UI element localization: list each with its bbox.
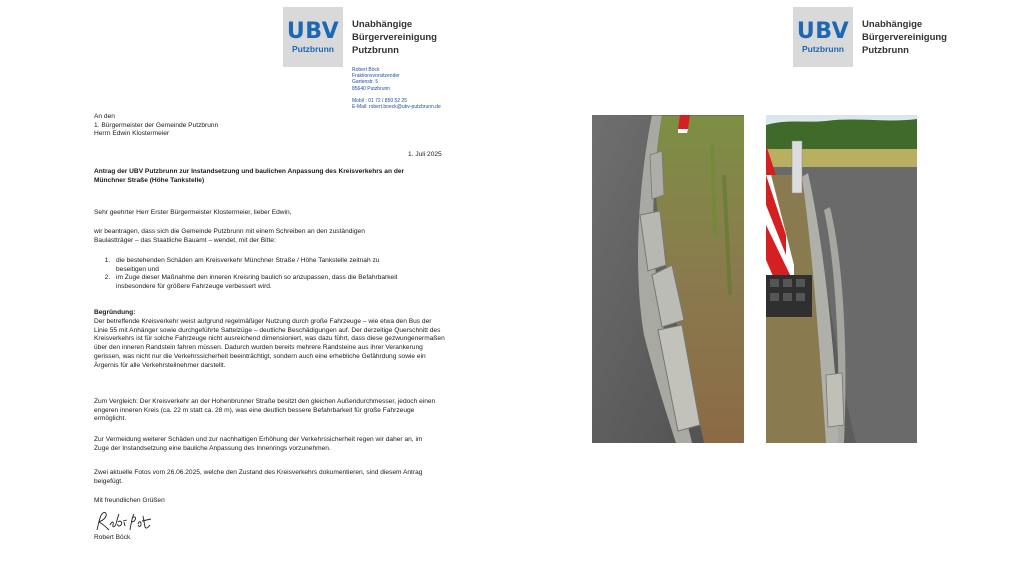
salutation: Sehr geehrter Herr Erster Bürgermeister Klostermeier, lieber Edwin, bbox=[94, 209, 292, 216]
recipient-line: Herrn Edwin Klostermeier bbox=[94, 130, 170, 138]
org-name-line: Unabhängige bbox=[862, 19, 923, 30]
contact-line: 85640 Putzbrunn bbox=[352, 85, 391, 92]
request-item: 1. die bestehenden Schäden am Kreisverkehr Münchner Straße / Höhe Tankstelle zeitnah zu beseitigen und bbox=[112, 257, 391, 274]
reason-paragraph: Der betreffende Kreisverkehr weist aufgrund regelmäßiger Nutzung durch große Fahrzeuge – wie etwa den Bus der Linie 55 mit Anhänger sowie durchgeführte Sattelzüge – deutliche Beschädigungen auf. Der derzeitige Querschnitt des Kreisverkehrs ist für solche Fahrzeuge nicht ausreichend dimensioniert, was dazu führt, dass diese gezwungenermaßen über den inneren Randstein fahren müssen. Dadurch wurden bereits mehrere Randsteine aus ihrer Verankerung gerissen, was nicht nur die Verkehrssicherheit beeinträchtigt, sondern auch eine erhebliche Gefährdung sowie ein Ärgernis für alle Verkehrsteilnehmer darstellt. bbox=[94, 318, 445, 369]
ubv-logo bbox=[283, 7, 343, 67]
contact-email: E-Mail: robert.boeck@ubv-putzbrunn.de bbox=[352, 104, 441, 111]
intro-paragraph: wir beantragen, dass sich die Gemeinde Putzbrunn mit einem Schreiben an den zuständigen Baulastträger – das Staatliche Bauamt – wendet, mit der Bitte: bbox=[94, 228, 365, 244]
reason-heading: Begründung: bbox=[94, 309, 136, 316]
logo-city: Putzbrunn bbox=[801, 43, 845, 54]
org-name-line: Unabhängige bbox=[352, 19, 413, 30]
recipient-line: 1. Bürgermeister der Gemeinde Putzbrunn bbox=[94, 121, 219, 129]
org-name-line: Bürgervereinigung bbox=[862, 32, 947, 43]
contact-block bbox=[352, 67, 441, 110]
request-list bbox=[94, 257, 462, 292]
logo-brand: UBV bbox=[286, 18, 340, 44]
letter-date: 1. Juli 2025 bbox=[408, 151, 442, 158]
request-item: 2. im Zuge dieser Maßnahme den inneren Kreisring baulich so anzupassen, dass die Befahrbarkeit insbesondere für größere Fahrzeuge verbessert wird. bbox=[112, 274, 436, 291]
safety-paragraph: Zur Vermeidung weiterer Schäden und zur nachhaltigen Erhöhung der Verkehrssicherheit regen wir daher an, im Zuge der Instandsetzung eine bauliche Anpassung des Innenrings vorzunehmen. bbox=[94, 436, 423, 452]
org-name-line: Putzbrunn bbox=[862, 45, 909, 56]
contact-line: Fraktionsvorsitzender bbox=[352, 73, 400, 80]
letter-subject: Antrag der UBV Putzbrunn zur Instandsetzung und baulichen Anpassung des Kreisverkehrs an der Münchner Straße (Höhe Tankstelle) bbox=[94, 168, 405, 184]
ubv-logo bbox=[793, 7, 853, 67]
contact-line: Gartenstr. 5 bbox=[352, 79, 379, 86]
photo-curb-damage-1 bbox=[592, 115, 744, 443]
logo-brand: UBV bbox=[796, 18, 850, 44]
signer-name: Robert Böck bbox=[94, 534, 131, 541]
contact-mobile: Mobil : 01 72 / 850 52 25 bbox=[352, 97, 408, 104]
recipient-line: An den bbox=[94, 113, 115, 120]
photo-curb-damage-2 bbox=[766, 115, 917, 443]
logo-city: Putzbrunn bbox=[291, 43, 335, 54]
closing: Mit freundlichen Grüßen bbox=[94, 497, 165, 504]
handwritten-signature bbox=[94, 510, 156, 534]
org-name-line: Bürgervereinigung bbox=[352, 32, 437, 43]
org-name bbox=[862, 18, 947, 57]
contact-line: Robert Böck bbox=[352, 67, 380, 73]
comparison-paragraph: Zum Vergleich: Der Kreisverkehr an der Hohenbrunner Straße besitzt den gleichen Außendurchmesser, jedoch einen engeren inneren Kreis (ca. 22 m statt ca. 28 m), was eine deutlich bessere Befahrbarkeit für große Fahrzeuge ermöglicht. bbox=[94, 398, 436, 423]
org-name-line: Putzbrunn bbox=[352, 45, 399, 56]
org-name bbox=[352, 18, 437, 57]
photos-note: Zwei aktuelle Fotos vom 26.06.2025, welche den Zustand des Kreisverkehrs dokumentieren, sind diesem Antrag beigefügt. bbox=[94, 469, 423, 485]
recipient-block bbox=[94, 113, 218, 139]
